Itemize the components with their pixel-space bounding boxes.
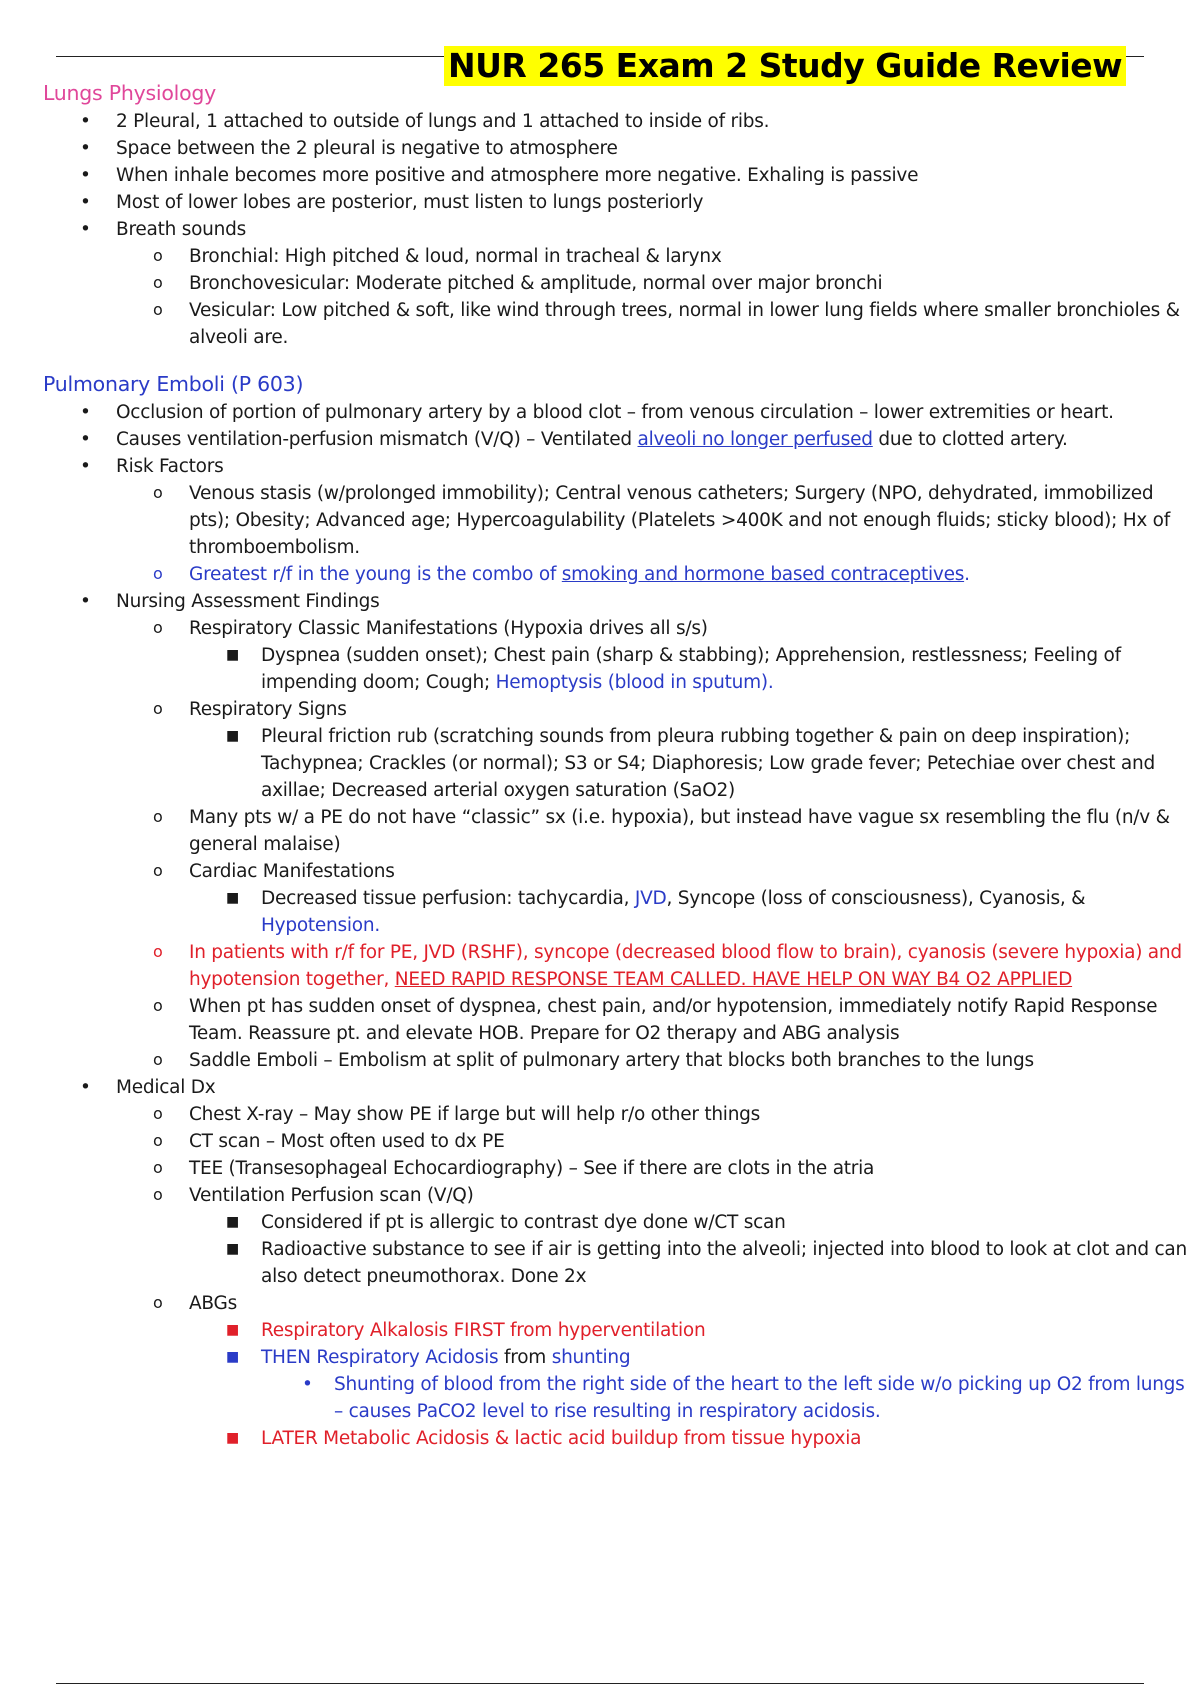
list-item: o Saddle Emboli – Embolism at split of pulmonary artery that blocks both branches to the lungs bbox=[43, 1047, 1193, 1074]
list-item bbox=[43, 885, 1193, 939]
list-item: • Nursing Assessment Findings bbox=[43, 588, 1193, 615]
list-item bbox=[43, 642, 1193, 696]
list-item: ■ Radioactive substance to see if air is getting into the alveoli; injected into blood to look at clot and can also detect pneumothorax. Done 2x bbox=[43, 1236, 1193, 1290]
list-item: o Vesicular: Low pitched & soft, like wind through trees, normal in lower lung fields where smaller bronchioles & alveoli are. bbox=[43, 297, 1193, 351]
list-item: o Respiratory Signs bbox=[43, 696, 1193, 723]
list-item: o Venous stasis (w/prolonged immobility); Central venous catheters; Surgery (NPO, dehydrated, immobilized pts); Obesity; Advanced age; Hypercoagulability (Platelets >400K and not enough fluids; sticky blood); Hx of thromboembolism. bbox=[43, 480, 1193, 561]
list-item: ■ LATER Metabolic Acidosis & lactic acid buildup from tissue hypoxia bbox=[43, 1425, 1193, 1452]
list-item: • Most of lower lobes are posterior, must listen to lungs posteriorly bbox=[43, 189, 1193, 216]
text: Causes ventilation-perfusion mismatch (V/Q) – Ventilated bbox=[116, 429, 638, 450]
text: Decreased tissue perfusion: tachycardia, bbox=[261, 888, 635, 909]
text: Dyspnea (sudden onset); Chest pain (sharp & stabbing); Apprehension, restlessness; Feeling of impending doom; Cough; bbox=[261, 645, 1121, 693]
document-content bbox=[43, 78, 1193, 1452]
pe-list bbox=[43, 399, 1193, 1452]
list-item bbox=[43, 561, 1193, 588]
text: , Syncope (loss of consciousness), Cyanosis, & bbox=[666, 888, 1086, 909]
list-item bbox=[43, 1344, 1193, 1371]
link-alveoli[interactable]: alveoli no longer perfused bbox=[637, 429, 873, 450]
list-item: • Space between the 2 pleural is negative to atmosphere bbox=[43, 135, 1193, 162]
list-item: o TEE (Transesophageal Echocardiography) – See if there are clots in the atria bbox=[43, 1155, 1193, 1182]
list-item: ■ Pleural friction rub (scratching sounds from pleura rubbing together & pain on deep inspiration); Tachypnea; Crackles (or normal); S3 or S4; Diaphoresis; Low grade fever; Petechiae over chest and axillae; Decreased arterial oxygen saturation (SaO2) bbox=[43, 723, 1193, 804]
heading-lungs-physiology: Lungs Physiology bbox=[43, 81, 217, 105]
lungs-list bbox=[43, 108, 1193, 351]
text-hemoptysis: Hemoptysis (blood in sputum). bbox=[495, 672, 774, 693]
list-item: o Ventilation Perfusion scan (V/Q) bbox=[43, 1182, 1193, 1209]
list-item: o CT scan – Most often used to dx PE bbox=[43, 1128, 1193, 1155]
bottom-rule bbox=[56, 1683, 1144, 1684]
list-item bbox=[43, 426, 1193, 453]
text: Greatest r/f in the young is the combo of bbox=[189, 564, 562, 585]
text-jvd: JVD bbox=[634, 888, 667, 909]
list-item: • Risk Factors bbox=[43, 453, 1193, 480]
link-rapid-response[interactable]: NEED RAPID RESPONSE TEAM CALLED. HAVE HELP ON WAY B4 O2 APPLIED bbox=[394, 969, 1073, 990]
text: . bbox=[964, 564, 970, 585]
document-title: NUR 265 Exam 2 Study Guide Review bbox=[444, 46, 1126, 86]
text: shunting bbox=[546, 1347, 631, 1368]
list-item: o When pt has sudden onset of dyspnea, chest pain, and/or hypotension, immediately notify Rapid Response Team. Reassure pt. and elevate HOB. Prepare for O2 therapy and ABG analysis bbox=[43, 993, 1193, 1047]
text: due to clotted artery. bbox=[872, 429, 1068, 450]
list-item: • 2 Pleural, 1 attached to outside of lungs and 1 attached to inside of ribs. bbox=[43, 108, 1193, 135]
list-item: o Bronchial: High pitched & loud, normal in tracheal & larynx bbox=[43, 243, 1193, 270]
list-item: • When inhale becomes more positive and atmosphere more negative. Exhaling is passive bbox=[43, 162, 1193, 189]
list-item: o Bronchovesicular: Moderate pitched & amplitude, normal over major bronchi bbox=[43, 270, 1193, 297]
list-item: • Shunting of blood from the right side of the heart to the left side w/o picking up O2 from lungs – causes PaCO2 level to rise resulting in respiratory acidosis. bbox=[43, 1371, 1193, 1425]
text-hypotension: Hypotension. bbox=[261, 915, 380, 936]
link-contraceptives[interactable]: smoking and hormone based contraceptives bbox=[561, 564, 965, 585]
list-item bbox=[43, 939, 1193, 993]
text: In patients with r/f for PE, JVD (RSHF), syncope (decreased blood flow to brain), cyanosis (severe hypoxia) and hypotension together, bbox=[189, 942, 1182, 990]
list-item: • Occlusion of portion of pulmonary artery by a blood clot – from venous circulation – lower extremities or heart. bbox=[43, 399, 1193, 426]
text: THEN Respiratory Acidosis bbox=[261, 1347, 504, 1368]
list-item: • Breath sounds bbox=[43, 216, 1193, 243]
list-item: o Many pts w/ a PE do not have “classic” sx (i.e. hypoxia), but instead have vague sx resembling the flu (n/v & general malaise) bbox=[43, 804, 1193, 858]
list-item: ■ Considered if pt is allergic to contrast dye done w/CT scan bbox=[43, 1209, 1193, 1236]
list-item: o Chest X-ray – May show PE if large but will help r/o other things bbox=[43, 1101, 1193, 1128]
list-item: ■ Respiratory Alkalosis FIRST from hyperventilation bbox=[43, 1317, 1193, 1344]
list-item: o Cardiac Manifestations bbox=[43, 858, 1193, 885]
list-item: o Respiratory Classic Manifestations (Hypoxia drives all s/s) bbox=[43, 615, 1193, 642]
text: from bbox=[504, 1347, 547, 1368]
list-item: • Medical Dx bbox=[43, 1074, 1193, 1101]
heading-pulmonary-emboli: Pulmonary Emboli (P 603) bbox=[43, 372, 304, 396]
list-item: o ABGs bbox=[43, 1290, 1193, 1317]
